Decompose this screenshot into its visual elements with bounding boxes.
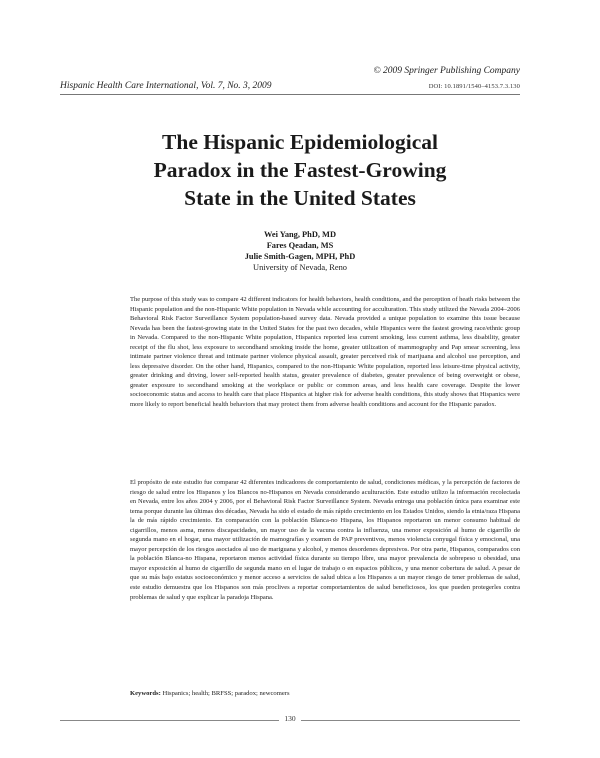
- author-3: Julie Smith-Gagen, MPH, PhD: [244, 252, 356, 261]
- affiliation: University of Nevada, Reno: [253, 263, 347, 272]
- abstract-spanish: El propósito de este estudio fue comparar 42 diferentes indicadores de comportamiento de salud, condiciones médicas, y la percepción de factores de riesgo de salud entre los Hispanos y los Blancos no-Hispanos en Nevada considerando aculturación. Este estudio utilizo la información recolectada en Nevada, entre los años 2004 y 2006, por el Behavioral Risk Factor Surveillance System. Nevada entrega una población única para examinar este tema porque durante las últimas dos décadas, Nevada ha sido el estado de más rápido crecimiento en los Estados Unidos, siendo la etnia/raza Hispana la de más rápido crecimiento. En comparación con la población Blanca-no Hispana, los Hispanos reportaron un menor consumo habitual de cigarrillos, menos asma, menos discapacidades, un mayor uso de la vacuna contra la influenza, una menor exposición al humo de cigarrillo de segunda mano en el hogar, una mayor utilización de mamografías y examen de PAP preventivos, menos violencia conyugal física y emocional, una mayor percepción de los riesgos asociados al uso de mariguana y alcohol, y menos desordenes depresivos. Por otra parte, Hispanos, comparados con la población Blanca-no Hispana, reportaron menos actividad física durante su tiempo libre, una mayor prevalencia de sobrepeso u obesidad, una mayor exposición al humo de cigarrillo de segunda mano en el lugar de trabajo o en espacios públicos, y una menor cobertura de salud. A pesar de que su más bajo estatus socioeconómico y menor acceso a servicios de salud ubica a los Hispanos a un mayor riesgo de tener problemas de salud, este estudio demuestra que los Hispanos son más proclives a reportar comportamientos de salud beneficiosos, los que pueden protegerles contra problemas de salud y que explicar la paradoja Hispana.: [130, 479, 520, 601]
- page-number: 130: [284, 714, 296, 723]
- author-block: [0, 229, 600, 273]
- journal-citation: Hispanic Health Care International, Vol. 7, No. 3, 2009: [60, 81, 272, 91]
- title-line-1: The Hispanic Epidemiological: [162, 130, 438, 154]
- copyright-notice: © 2009 Springer Publishing Company: [373, 66, 520, 76]
- article-title: [80, 128, 520, 212]
- author-2: Fares Qeadan, MS: [266, 241, 334, 250]
- keywords-label: Keywords:: [130, 690, 161, 697]
- author-1: Wei Yang, PhD, MD: [263, 230, 337, 239]
- keywords-text: Hispanics; health; BRFSS; paradox; newcomers: [162, 690, 290, 697]
- page-footer: [60, 714, 520, 726]
- title-line-3: State in the United States: [184, 186, 416, 210]
- doi: DOI: 10.1891/1540–4153.7.3.130: [428, 83, 520, 90]
- running-head: [60, 81, 520, 91]
- abstract-english: The purpose of this study was to compare 42 different indicators for health behaviors, health conditions, and the perception of heath risks between the Hispanic population and the non-Hispanic White population in Nevada while accounting for acculturation. This study utilized the Nevada 2004–2006 Behavioral Risk Factor Surveillance System population-based survey data. Nevada provided a unique population to examine this issue because Nevada has been the fastest-growing state in the United States for the past two decades, while Hispanics were the fastest growing race/ethnic group in Nevada. Compared to the non-Hispanic White population, Hispanics reported less current smoking, less current asthma, less disability, greater receipt of the flu shot, less exposure to secondhand smoking inside the home, greater utilization of mammography and Pap smear screening, less intimate partner violence threat and intimate partner violence physical assault, greater perceived risk of marijuana and alcohol use perception, and less depressive disorder. On the other hand, Hispanics, compared to the non-Hispanic White population, reported less leisure-time physical activity, greater drinking and driving, lower self-reported health status, greater prevalence of diabetes, greater prevalence of being overweight or obese, greater exposure to secondhand smoking at the workplace or public or common areas, and less health care coverage. Despite the lower socioeconomic status and access to health care that place Hispanics at higher risk for adverse health conditions, this study shows that Hispanics were more likely to report beneficial health behaviors that may protect them from adverse health conditions and account for the Hispanic paradox.: [130, 296, 520, 409]
- title-line-2: Paradox in the Fastest-Growing: [153, 158, 447, 182]
- footer-rule-right: [301, 720, 520, 721]
- header-rule: [60, 94, 520, 95]
- keywords: [130, 689, 520, 698]
